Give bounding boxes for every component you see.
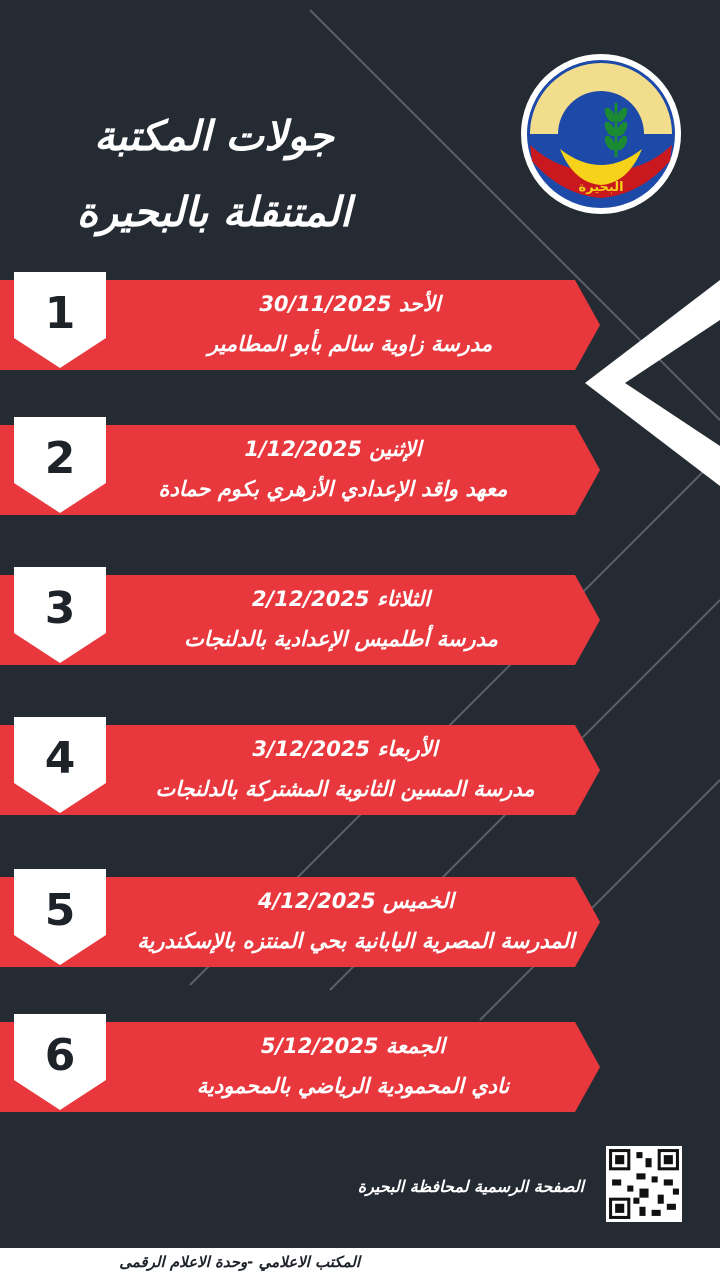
visit-place: مدرسة أطلميس الإعدادية بالدلنجات	[184, 627, 498, 651]
visit-date: الخميس 4/12/2025	[258, 889, 454, 913]
title-line-2: المتنقلة بالبحيرة	[76, 188, 352, 236]
visit-date: الأحد 30/11/2025	[259, 292, 441, 316]
qr-code-icon[interactable]	[606, 1146, 682, 1222]
visit-number: 1	[44, 288, 76, 339]
visit-number: 5	[44, 885, 76, 936]
visit-number: 4	[44, 733, 76, 784]
visit-details	[113, 1026, 593, 1106]
visit-number: 2	[44, 433, 76, 484]
page-title	[34, 98, 394, 250]
media-office-label: المكتب الاعلامي -وحدة الاعلام الرقمى	[119, 1253, 360, 1271]
visit-place: معهد واقد الإعدادي الأزهري بكوم حمادة	[158, 477, 508, 501]
visit-details	[105, 729, 585, 809]
visit-place: نادي المحمودية الرياضي بالمحمودية	[196, 1074, 510, 1098]
logo-caption: البحيرة	[578, 180, 624, 195]
official-page-label: الصفحة الرسمية لمحافظة البحيرة	[357, 1177, 584, 1196]
visit-date: الأربعاء 3/12/2025	[252, 737, 438, 761]
visit-details	[110, 284, 590, 364]
visit-date: الجمعة 5/12/2025	[260, 1034, 446, 1058]
visit-number: 6	[44, 1030, 76, 1081]
visit-number: 3	[44, 583, 76, 634]
governorate-logo	[520, 53, 682, 215]
visit-place: مدرسة المسين الثانوية المشتركة بالدلنجات	[155, 777, 535, 801]
visit-place: المدرسة المصرية اليابانية بحي المنتزه بالإسكندرية	[137, 929, 575, 953]
visit-place: مدرسة زاوية سالم بأبو المطامير	[207, 332, 493, 356]
title-line-1: جولات المكتبة	[94, 112, 334, 160]
visit-details	[93, 429, 573, 509]
bottom-bar	[0, 1248, 720, 1280]
visit-details	[101, 579, 581, 659]
visit-details	[116, 881, 596, 961]
chevron-shape	[585, 280, 720, 486]
visit-date: الإثنين 1/12/2025	[244, 437, 422, 461]
visit-date: الثلاثاء 2/12/2025	[251, 587, 431, 611]
